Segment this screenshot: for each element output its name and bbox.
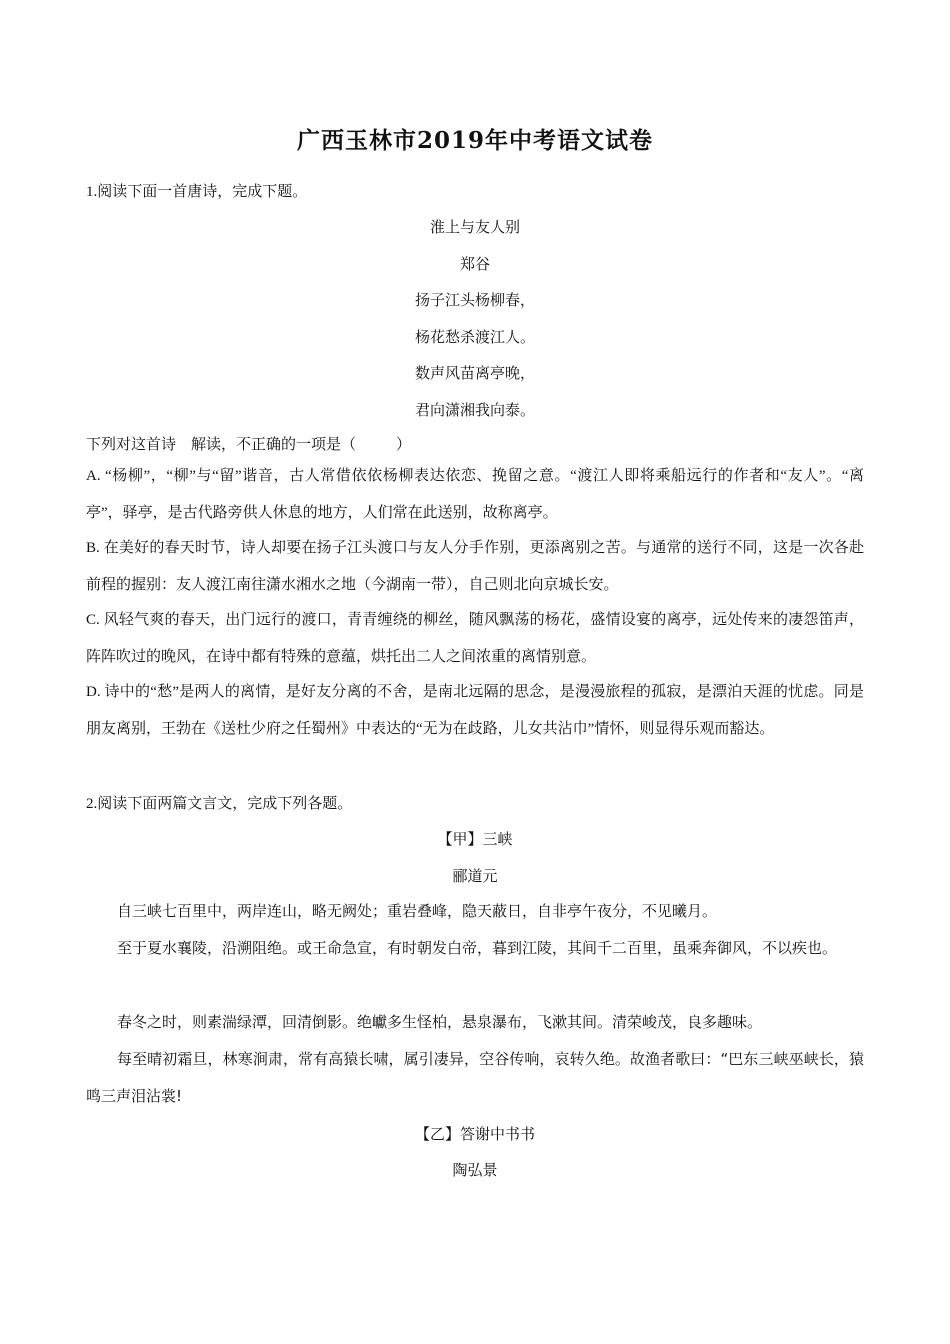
poem-line: 杨花愁杀渡江人。 <box>414 328 535 346</box>
question-2-prompt: 2.阅读下面两篇文言文，完成下列各题。 <box>86 796 353 812</box>
text-a-paragraph: 每至晴初霜旦，林寒涧肃，常有高猿长啸，属引凄异，空谷传响，哀转久绝。故渔者歌曰：“巴东三峡巫峡长，猿鸣三声泪沾裳! <box>86 1050 864 1105</box>
poem-title: 淮上与友人别 <box>429 218 520 236</box>
question-1-stem <box>86 433 411 454</box>
text-a-title: 【甲】三峡 <box>437 830 513 848</box>
stem-text: 下列对这首诗 解读，不正确的一项是（ <box>86 437 357 453</box>
text-a-author: 郦道元 <box>452 867 498 885</box>
poem-line: 数声风苗离亭晚， <box>414 364 535 382</box>
text-a-paragraph: 至于夏水襄陵，沿溯阻绝。或王命急宣，有时朝发白帝，暮到江陵，其间千二百里，虽乘奔御风，不以疾也。 <box>117 939 838 957</box>
option-a: A. “杨柳”，“柳”与“留”谐音，古人常借依依杨柳表达依恋、挽留之意。“渡江人即将乘船远行的作者和“友人”。“离亭”，驿亭，是古代路旁供人休息的地方，人们常在此送别，故称离亭。 <box>86 468 864 521</box>
page-title: 广西玉林市2019年中考语文试卷 <box>296 127 653 154</box>
option-b: B. 在美好的春天时节，诗人却要在扬子江头渡口与友人分手作别，更添离别之苦。与通常的送行不同，这是一次各赴前程的握别：友人渡江南往潇水湘水之地（今湖南一带），自己则北向京城长安。 <box>86 540 864 593</box>
text-b-author: 陶弘景 <box>452 1161 498 1179</box>
option-d: D. 诗中的“愁”是两人的离情，是好友分离的不舍，是南北远隔的思念，是漫漫旅程的孤寂，是漂泊天涯的忧虑。同是朋友离别，王勃在《送杜少府之任蜀州》中表达的“无为在歧路，儿女共沾巾”情怀，则显得乐观而豁达。 <box>86 684 864 737</box>
stem-close: ） <box>396 437 412 453</box>
text-b-title: 【乙】答谢中书书 <box>414 1125 535 1143</box>
text-a-paragraph: 春冬之时，则素湍绿潭，回清倒影。绝巘多生怪柏，悬泉瀑布，飞漱其间。清荣峻茂，良多趣味。 <box>117 1013 763 1031</box>
question-1-prompt: 1.阅读下面一首唐诗，完成下题。 <box>86 184 308 200</box>
poem-author: 郑谷 <box>459 255 490 273</box>
poem-line: 君向潇湘我向泰。 <box>414 401 535 419</box>
option-c: C. 风轻气爽的春天，出门远行的渡口，青青缠绕的柳丝，随风飘荡的杨花，盛情设宴的离亭，远处传来的凄怨笛声，阵阵吹过的晚风，在诗中都有特殊的意蕴，烘托出二人之间浓重的离情别意。 <box>86 612 864 665</box>
text-a-paragraph: 自三峡七百里中，两岸连山，略无阙处；重岩叠峰，隐天蔽日，自非亭午夜分，不见曦月。 <box>117 902 718 920</box>
poem-line: 扬子江头杨柳春， <box>414 291 535 309</box>
